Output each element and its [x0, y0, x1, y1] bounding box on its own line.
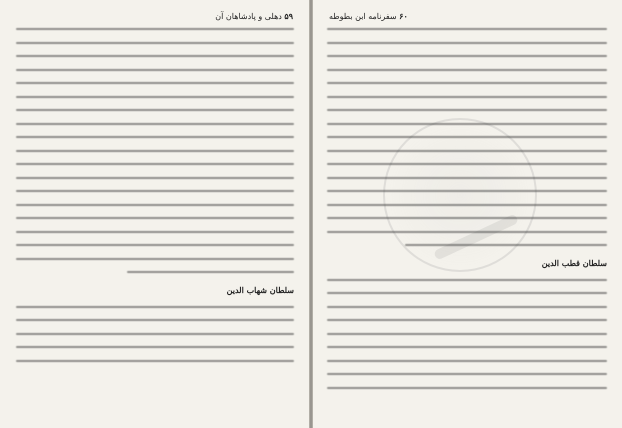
right-page-body [327, 28, 607, 400]
right-page-title: سفرنامه ابن بطوطه [329, 12, 397, 21]
right-page-number: ۶۰ [399, 11, 408, 21]
left-page-section-heading: سلطان شهاب الدین [226, 284, 294, 295]
left-page-number: ۵۹ [284, 11, 293, 21]
right-page [313, 0, 622, 428]
left-page-body [16, 28, 294, 373]
left-page-running-head [215, 11, 293, 21]
left-page-title: دهلی و پادشاهان آن [215, 12, 282, 21]
right-page-section-heading: سلطان قطب الدین [541, 257, 607, 268]
left-page [0, 0, 309, 428]
right-page-running-head [329, 11, 408, 21]
